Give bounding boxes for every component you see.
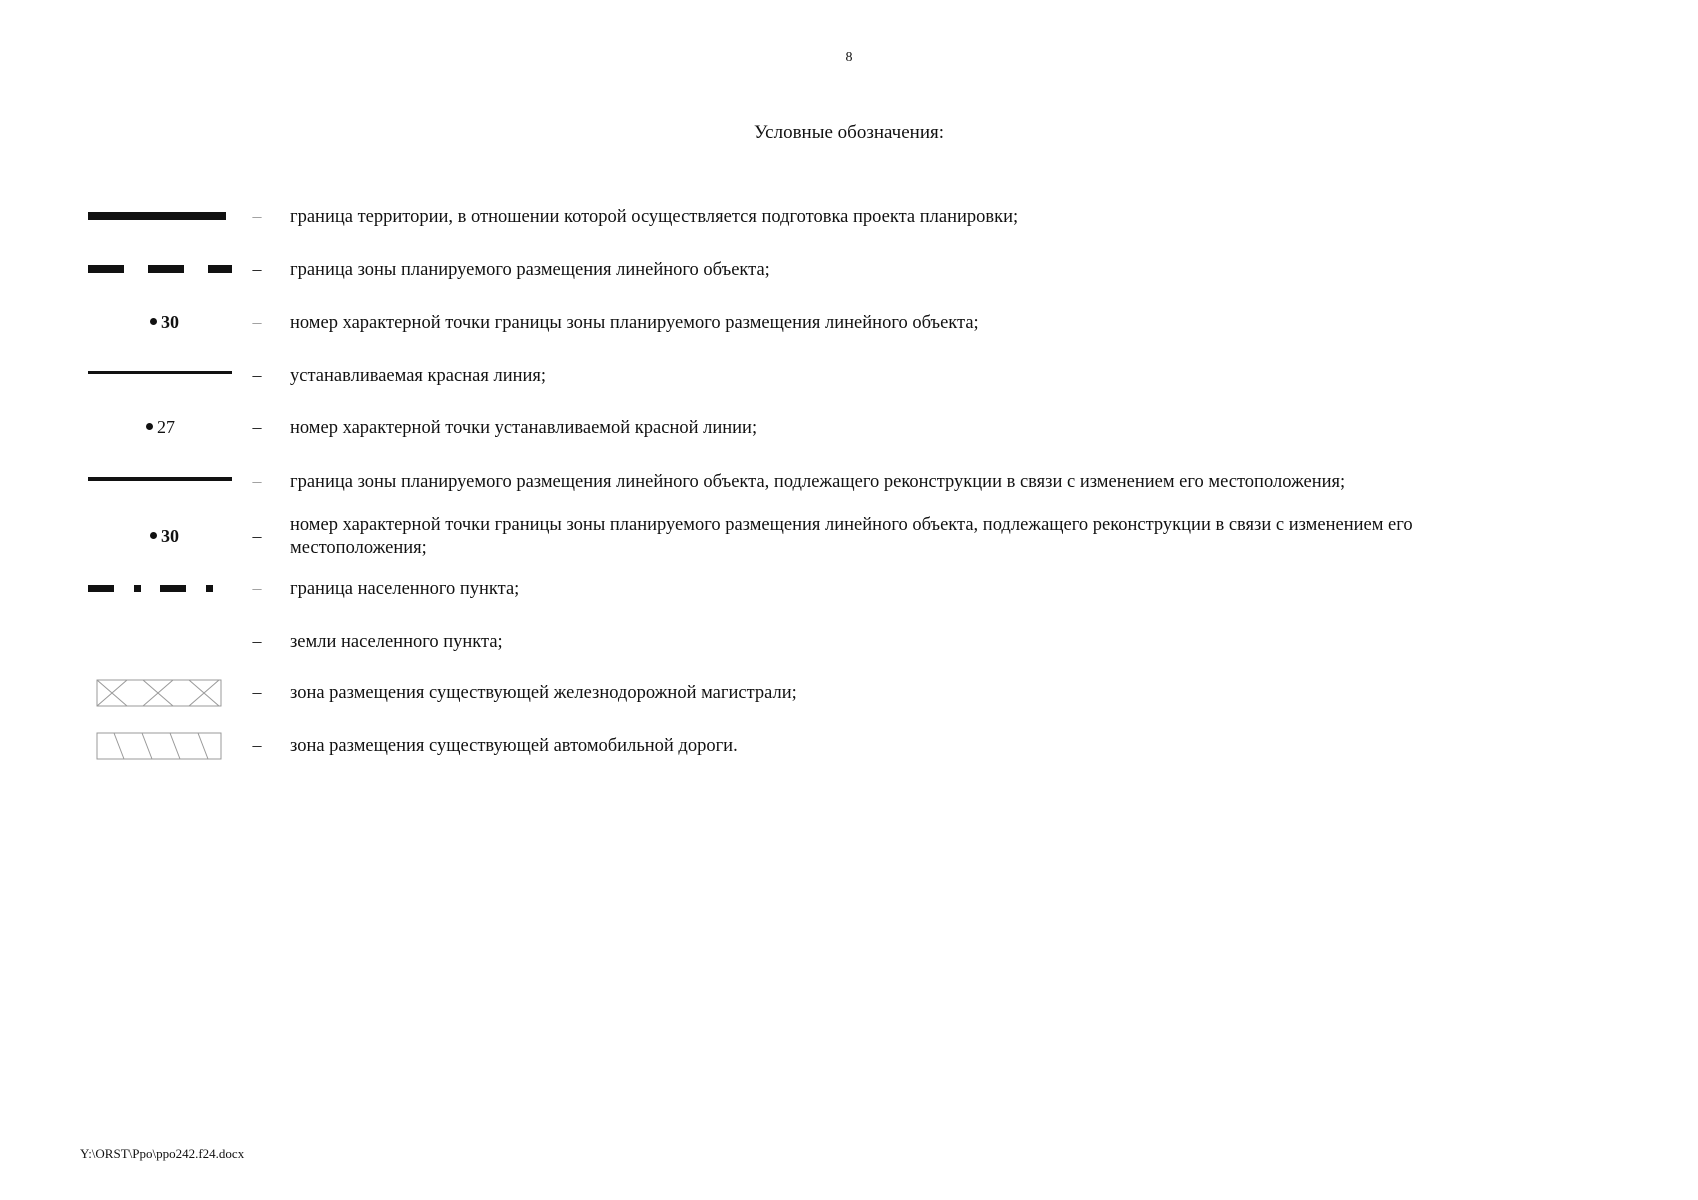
legend-text: зона размещения существующей автомобильной дороги.: [290, 736, 738, 756]
legend-text: граница населенного пункта;: [290, 579, 520, 599]
point-number: 27: [157, 417, 175, 437]
legend-dash: –: [252, 471, 262, 491]
point-label-symbol: [146, 417, 175, 438]
point-label-symbol: [150, 526, 179, 547]
legend-dash: –: [252, 526, 262, 546]
legend-dash: –: [252, 259, 262, 279]
cross-hatch-box-symbol: [96, 678, 246, 710]
legend-text: номер характерной точки границы зоны планируемого размещения линейного объекта, подлежащего реконструкции в связи с изменением его местоположения;: [290, 515, 1413, 558]
legend-title: Условные обозначения:: [753, 122, 945, 143]
legend-dash: –: [252, 206, 262, 226]
legend-text: граница зоны планируемого размещения линейного объекта;: [290, 260, 770, 280]
point-dot-icon: [146, 423, 153, 430]
dash-dot-line-symbol: [88, 580, 238, 596]
thick-dashed-line-symbol: [88, 261, 238, 277]
file-path-footer: Y:\ORST\Ppo\ppo242.f24.docx: [80, 1146, 245, 1161]
page-number: 8: [845, 50, 853, 65]
legend-dash: –: [252, 631, 262, 651]
legend-dash: –: [252, 735, 262, 755]
solid-line-symbol: [88, 471, 238, 487]
point-number: 30: [161, 312, 179, 332]
legend-text: номер характерной точки границы зоны планируемого размещения линейного объекта;: [290, 313, 979, 333]
point-label-symbol: [150, 312, 179, 333]
red-line-symbol: [88, 365, 238, 381]
point-dot-icon: [150, 532, 157, 539]
thick-solid-line-symbol: [88, 208, 238, 224]
legend-text: граница территории, в отношении которой осуществляется подготовка проекта планировки;: [290, 207, 1019, 227]
point-dot-icon: [150, 318, 157, 325]
legend-dash: –: [252, 365, 262, 385]
diagonal-hatch-box-symbol: [96, 731, 246, 763]
legend-dash: –: [252, 312, 262, 332]
legend-text: устанавливаемая красная линия;: [290, 366, 547, 386]
empty-fill-symbol: [88, 631, 238, 651]
point-number: 30: [161, 526, 179, 546]
legend-dash: –: [252, 578, 262, 598]
legend-text: номер характерной точки устанавливаемой красной линии;: [290, 418, 758, 438]
legend-text: зона размещения существующей железнодорожной магистрали;: [290, 683, 797, 703]
legend-dash: –: [252, 682, 262, 702]
legend-text: земли населенного пункта;: [290, 632, 503, 652]
legend-text: граница зоны планируемого размещения линейного объекта, подлежащего реконструкции в связи с изменением его местоположения;: [290, 472, 1346, 492]
legend-dash: –: [252, 417, 262, 437]
